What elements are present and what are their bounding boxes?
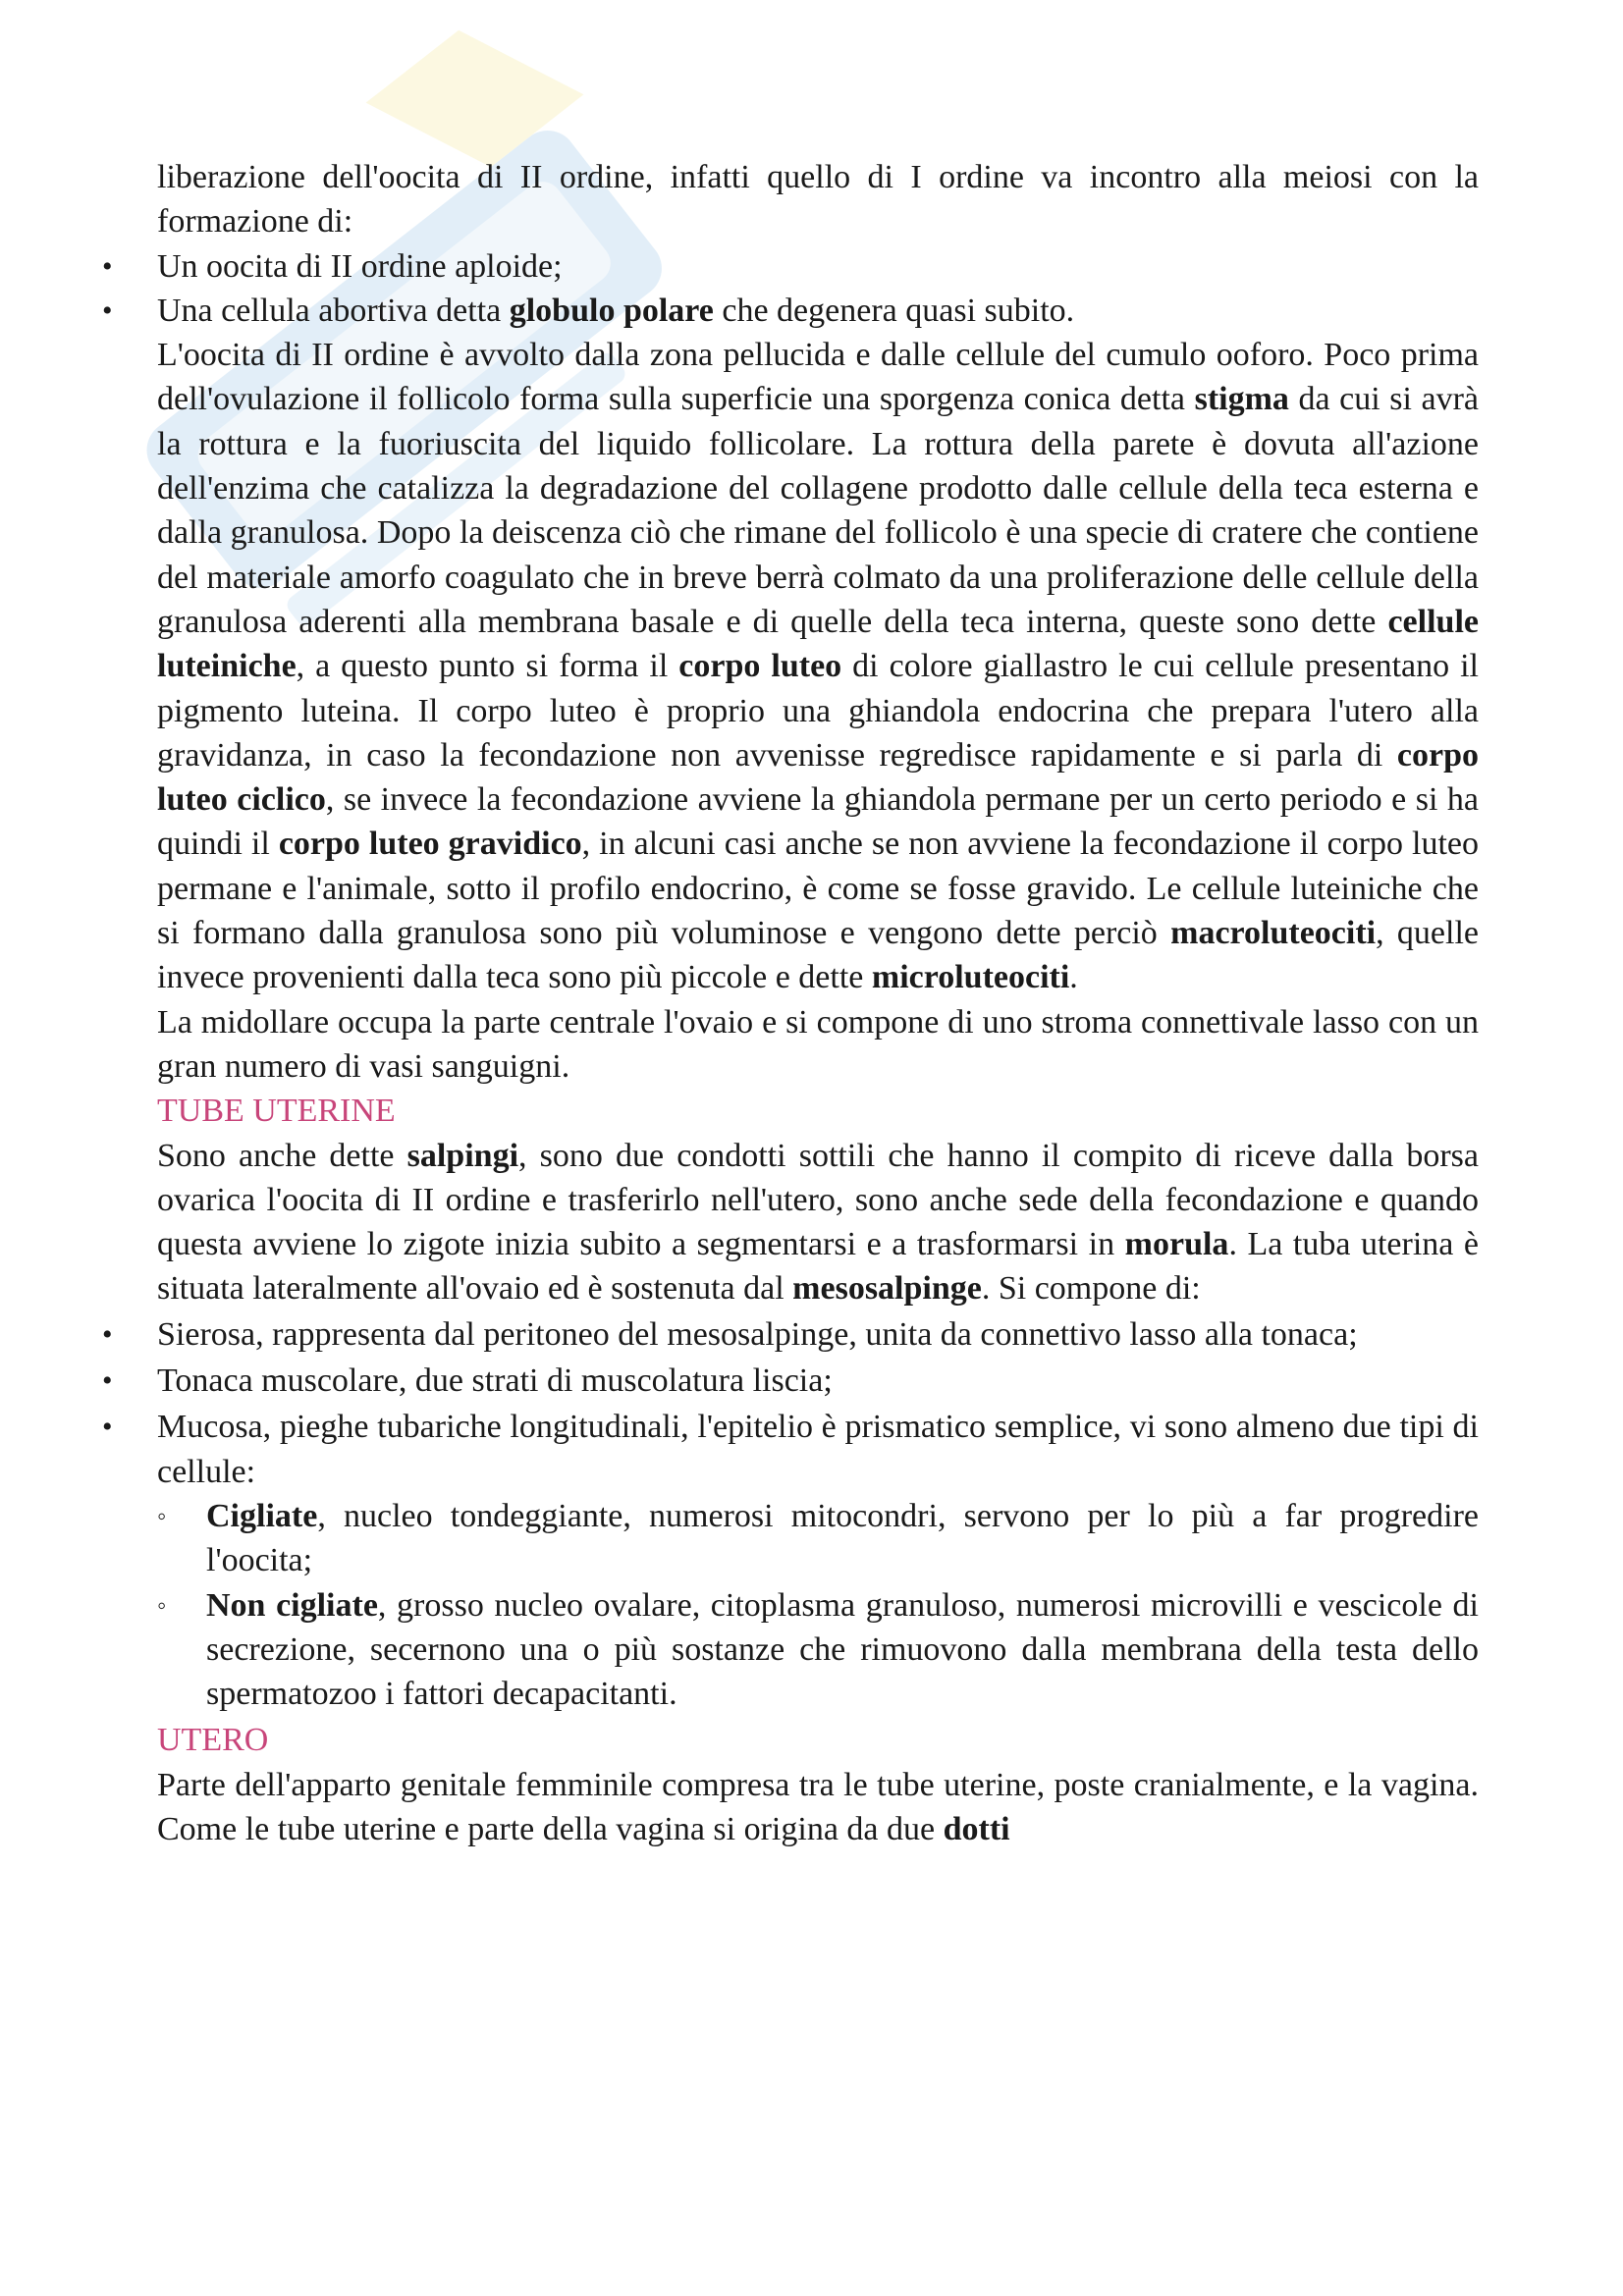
term-cellule-luteiniche: cellule luteiniche xyxy=(157,603,1479,685)
term-mesosalpinge: mesosalpinge xyxy=(792,1270,982,1308)
list-item: ◦ Cigliate, nucleo tondeggiante, numerosi mitocondri, servono per lo più a far progredire l'oocita; xyxy=(157,1494,1479,1583)
meiosis-list xyxy=(157,244,1479,334)
ovary-paragraph: L'oocita di II ordine è avvolto dalla zona pellucida e dalle cellule del cumulo ooforo. Poco prima dell'ovulazione il follicolo forma sulla superficie una sporgenza conica detta stigma da cui si avrà la rottura e la fuoriuscita del liquido follicolare. La rottura della parete è dovuta all'azione dell'enzima che catalizza la degradazione del collagene prodotto dalle cellule della teca esterna e dalla granulosa. Dopo la deiscenza ciò che rimane del follicolo è una specie di cratere che contiene del materiale amorfo coagulato che in breve berrà colmato da una proliferazione delle cellule della granulosa aderenti alla membrana basale e di quelle della teca interna, queste sono dette cellule luteiniche, a questo punto si forma il corpo luteo di colore giallastro le cui cellule presentano il pigmento luteina. Il corpo luteo è proprio una ghiandola endocrina che prepara l'utero alla gravidanza, in caso la fecondazione non avvenisse regredisce rapidamente e si parla di corpo luteo ciclico, se invece la fecondazione avviene la ghiandola permane per un certo periodo e si ha quindi il corpo luteo gravidico, in alcuni casi anche se non avviene la fecondazione il corpo luteo permane e l'animale, sotto il profilo endocrino, è come se fosse gravido. Le cellule luteiniche che si formano dalla granulosa sono più voluminose e vengono dette perciò macroluteociti, quelle invece provenienti dalla teca sono più piccole e dette microluteociti. xyxy=(157,337,1480,996)
list-item: • Tonaca muscolare, due strati di muscolatura liscia; xyxy=(157,1359,1479,1403)
term-cigliate: Cigliate xyxy=(206,1497,318,1534)
term-corpo-luteo-gravidico: corpo luteo gravidico xyxy=(278,826,582,863)
list-item: • Un oocita di II ordine aploide; xyxy=(157,244,1479,289)
term-globulo-polare: globulo polare xyxy=(509,292,714,329)
term-morula: morula xyxy=(1124,1226,1229,1263)
list-item: ◦ Non cigliate, grosso nucleo ovalare, citoplasma granuloso, numerosi microvilli e vescicole di secrezione, secernono una o più sostanze che rimuovono dalla membrana della testa dello spermatozoo i fattori decapacitanti. xyxy=(157,1583,1479,1717)
term-dotti: dotti xyxy=(943,1810,1010,1847)
term-non-cigliate: Non cigliate xyxy=(206,1586,378,1624)
tubes-paragraph: Sono anche dette salpingi, sono due condotti sottili che hanno il compito di riceve dalla borsa ovarica l'oocita di II ordine e trasferirlo nell'utero, sono anche sede della fecondazione e quando questa avviene lo zigote inizia subito a segmentarsi e a trasformarsi in morula. La tuba uterina è situata lateralmente all'ovaio ed è sostenuta dal mesosalpinge. Si compone di: xyxy=(157,1137,1479,1308)
term-salpingi: salpingi xyxy=(406,1137,519,1174)
term-macroluteociti: macroluteociti xyxy=(1170,915,1377,952)
section-heading-tube-uterine: TUBE UTERINE xyxy=(157,1093,396,1130)
term-microluteociti: microluteociti xyxy=(871,959,1070,996)
cell-types-list xyxy=(157,1494,1479,1716)
term-stigma: stigma xyxy=(1194,381,1289,418)
list-item: • Mucosa, pieghe tubariche longitudinali, l'epitelio è prismatico semplice, vi sono almeno due tipi di cellule: ◦ Cigliate, nucleo tondeggiante, numerosi mitocondri, servono per lo più a far progredire l'oocita; ◦ Non cigliate, grosso nucleo ovalare, citoplasma granuloso, numerosi microvilli e vescicole di secrezione, secernono una o più sostanze che rimuovono dalla membrana della testa dello spermatozoo i fattori decapacitanti. xyxy=(157,1405,1479,1716)
document-page xyxy=(157,155,1479,1851)
list-item: • Sierosa, rappresenta dal peritoneo del mesosalpinge, unita da connettivo lasso alla tonaca; xyxy=(157,1312,1479,1357)
tube-layers-list xyxy=(157,1312,1479,1717)
section-heading-utero: UTERO xyxy=(157,1722,269,1759)
uterus-paragraph: Parte dell'apparto genitale femminile compresa tra le tube uterine, poste cranialmente, e la vagina. Come le tube uterine e parte della vagina si origina da due dotti xyxy=(157,1766,1479,1847)
medulla-paragraph: La midollare occupa la parte centrale l'ovaio e si compone di uno stroma connettivale lasso con un gran numero di vasi sanguigni. xyxy=(157,1003,1479,1085)
term-corpo-luteo: corpo luteo xyxy=(678,648,842,685)
intro-paragraph: liberazione dell'oocita di II ordine, infatti quello di I ordine va incontro alla meiosi con la formazione di: xyxy=(157,159,1479,240)
term-corpo-luteo-ciclico: corpo luteo ciclico xyxy=(157,736,1479,819)
list-item: • Una cellula abortiva detta globulo polare che degenera quasi subito. xyxy=(157,289,1479,333)
